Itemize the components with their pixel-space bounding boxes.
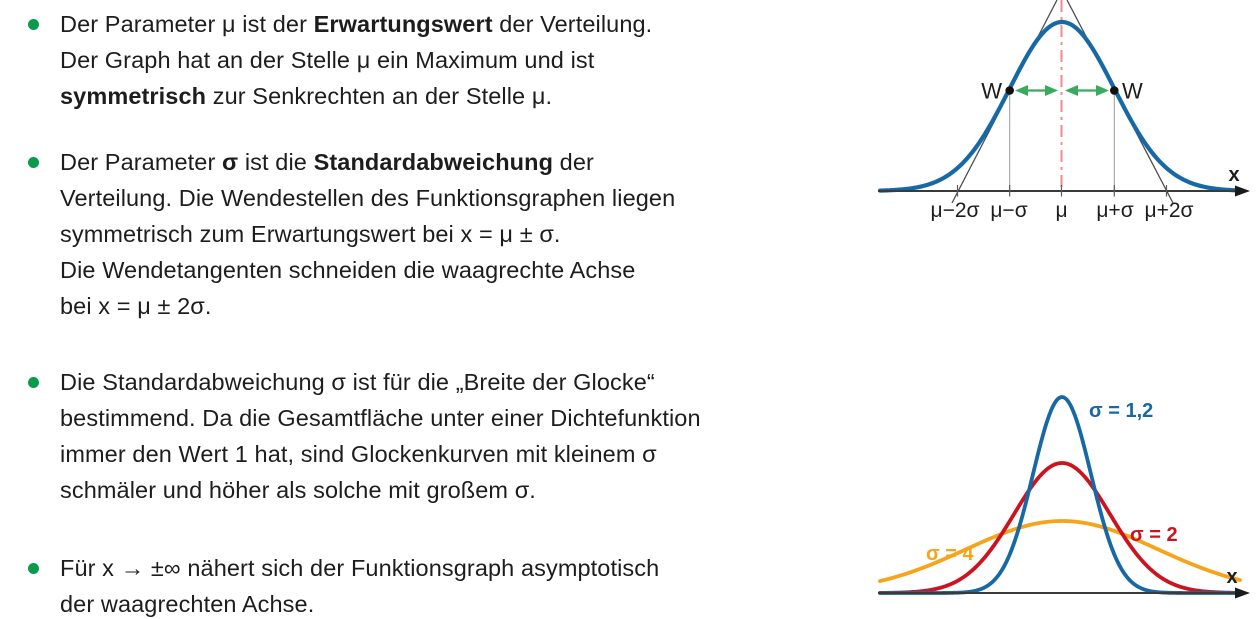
- text-line: [60, 6, 652, 42]
- tick-label-mu-minus-sigma: μ−σ: [990, 199, 1028, 222]
- inflection-point-left: [1005, 86, 1014, 95]
- text-line: [60, 586, 659, 619]
- tick-label-mu-plus-sigma: μ+σ: [1096, 199, 1134, 222]
- bullet-item-breite-der-glocke: [28, 364, 863, 508]
- text-segment-bold: σ: [222, 149, 239, 175]
- text-segment: schmäler und höher als solche mit großem σ.: [60, 477, 536, 503]
- tick-label-mu-plus-2sigma: μ+2σ: [1144, 199, 1194, 222]
- text-line: [60, 42, 652, 78]
- text-segment: bestimmend. Da die Gesamtfläche unter einer Dichtefunktion: [60, 405, 701, 431]
- arrow-head-icon: [1096, 85, 1109, 96]
- tick-label-mu: μ: [1055, 199, 1068, 222]
- text-line: [60, 550, 659, 586]
- text-segment-bold: Erwartungswert: [313, 11, 493, 37]
- text-line: [60, 216, 675, 252]
- x-axis-arrow-icon: [1235, 186, 1250, 197]
- text-segment-bold: symmetrisch: [60, 83, 207, 109]
- text-line: [60, 436, 701, 472]
- text-segment: der: [553, 149, 594, 175]
- text-segment: Der Parameter: [60, 149, 223, 175]
- bell-curve-path: [880, 22, 1240, 191]
- text-line: [60, 364, 701, 400]
- text-segment: Der Parameter μ ist der: [60, 11, 314, 37]
- text-segment: Der Graph hat an der Stelle μ ein Maximum und ist: [60, 47, 595, 73]
- text-segment: der waagrechten Achse.: [60, 591, 315, 617]
- inflection-point-right: [1110, 86, 1119, 95]
- bullet-item-asymptote: [28, 550, 863, 619]
- arrow-head-icon: [1065, 85, 1078, 96]
- tick-label-mu-minus-2sigma: μ−2σ: [930, 199, 980, 222]
- bullet-icon: [28, 19, 39, 30]
- text-line: [60, 288, 675, 324]
- diagram-inflection-tangents: [869, 0, 1259, 232]
- content-text: [28, 6, 863, 619]
- text-segment: zur Senkrechten an der Stelle μ.: [206, 83, 553, 109]
- w-label-right: W: [1122, 78, 1143, 104]
- arrow-head-icon: [1045, 85, 1058, 96]
- text-line: [60, 472, 701, 508]
- text-line: [60, 78, 652, 114]
- curve-sigma-2: [880, 463, 1240, 593]
- text-segment: immer den Wert 1 hat, sind Glockenkurven mit kleinem σ: [60, 441, 657, 467]
- text-segment: ist die: [238, 149, 314, 175]
- text-segment: Verteilung. Die Wendestellen des Funktionsgraphen liegen: [60, 185, 676, 211]
- w-label-left: W: [981, 78, 1002, 104]
- x-axis-label: x: [1228, 164, 1240, 186]
- diagram-sigma-comparison: [869, 337, 1259, 612]
- text-segment: bei x = μ ± 2σ.: [60, 293, 212, 319]
- bullet-item-standardabweichung: [28, 144, 863, 324]
- bullet-icon: [28, 563, 39, 574]
- x-axis-label: x: [1226, 566, 1238, 588]
- bullet-icon: [28, 157, 39, 168]
- text-segment: Für x → ±∞ nähert sich der Funktionsgraph asymptotisch: [60, 555, 660, 581]
- text-segment: Die Standardabweichung σ ist für die „Breite der Glocke“: [60, 369, 655, 395]
- text-line: [60, 400, 701, 436]
- text-segment: Die Wendetangenten schneiden die waagrechte Achse: [60, 257, 636, 283]
- curve-label-sigma-4: σ = 4: [926, 543, 974, 565]
- text-line: [60, 252, 675, 288]
- text-segment-bold: Standardabweichung: [313, 149, 554, 175]
- text-line: [60, 180, 675, 216]
- x-axis-arrow-icon: [1235, 588, 1250, 599]
- arrow-head-icon: [1015, 85, 1028, 96]
- curve-label-sigma-1-2: σ = 1,2: [1089, 400, 1154, 422]
- text-segment: symmetrisch zum Erwartungswert bei x = μ ± σ.: [60, 221, 561, 247]
- text-line: [60, 144, 675, 180]
- text-segment: der Verteilung.: [492, 11, 653, 37]
- bullet-item-erwartungswert: [28, 6, 863, 114]
- bullet-icon: [28, 377, 39, 388]
- curve-label-sigma-2: σ = 2: [1130, 524, 1178, 546]
